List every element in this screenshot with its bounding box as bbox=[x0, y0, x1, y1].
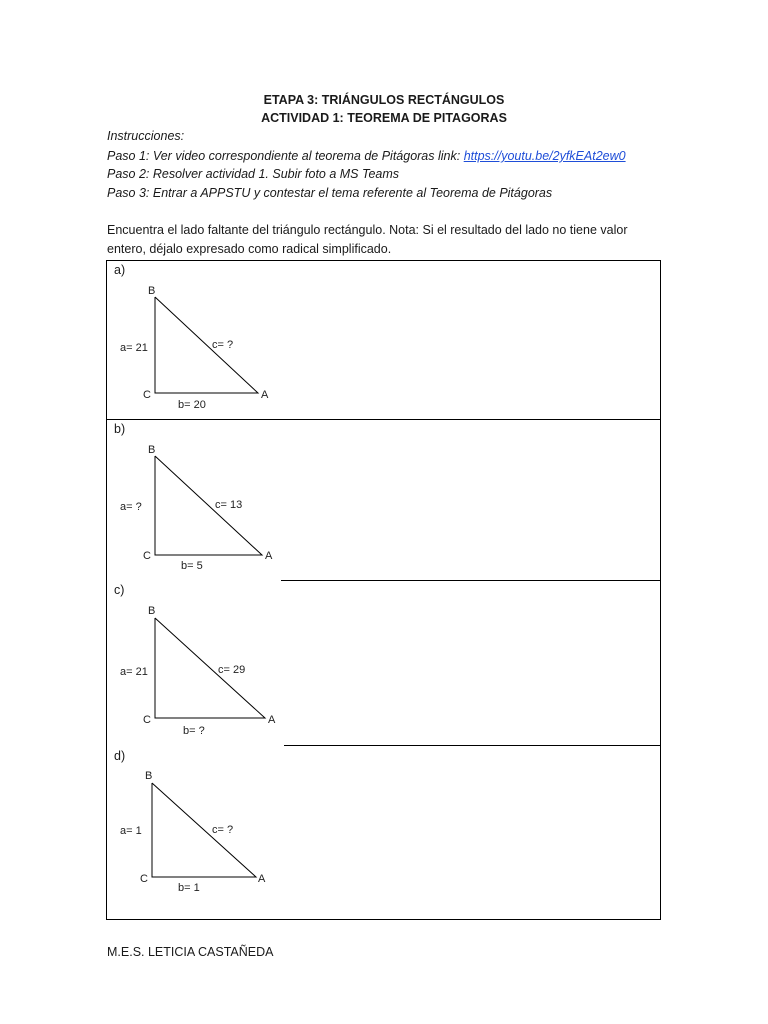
side-b-label: b= ? bbox=[183, 725, 205, 737]
vertex-c-label: C bbox=[140, 873, 148, 885]
side-c-label: c= 29 bbox=[218, 664, 246, 676]
side-a-label: a= ? bbox=[120, 501, 142, 513]
vertex-b-label: B bbox=[148, 285, 156, 297]
side-b-label: b= 5 bbox=[181, 560, 203, 572]
prompt-line-2: entero, déjalo expresado como radical simplificado. bbox=[107, 242, 392, 256]
vertex-c-label: C bbox=[143, 550, 151, 562]
vertex-a-label: A bbox=[258, 873, 266, 885]
vertex-b-label: B bbox=[148, 605, 156, 617]
side-a-label: a= 21 bbox=[120, 666, 148, 678]
vertex-a-label: A bbox=[265, 550, 273, 562]
triangle-outline bbox=[152, 783, 256, 877]
vertex-c-label: C bbox=[143, 714, 151, 726]
instruction-step-1-text: Paso 1: Ver video correspondiente al teorema de Pitágoras link: bbox=[107, 149, 464, 163]
side-b-label: b= 1 bbox=[178, 882, 200, 894]
side-a-label: a= 1 bbox=[120, 825, 142, 837]
problem-label-a: a) bbox=[114, 263, 126, 277]
instruction-step-2: Paso 2: Resolver actividad 1. Subir foto a MS Teams bbox=[107, 167, 400, 181]
instruction-step-3: Paso 3: Entrar a APPSTU y contestar el tema referente al Teorema de Pitágoras bbox=[107, 186, 553, 200]
vertex-b-label: B bbox=[145, 770, 153, 782]
vertex-b-label: B bbox=[148, 444, 156, 456]
problem-label-b: b) bbox=[114, 422, 126, 436]
side-c-label: c= 13 bbox=[215, 499, 243, 511]
author-footer: M.E.S. LETICIA CASTAÑEDA bbox=[107, 945, 274, 959]
title-activity: ACTIVIDAD 1: TEOREMA DE PITAGORAS bbox=[261, 111, 507, 125]
video-link[interactable]: https://youtu.be/2yfkEAt2ew0 bbox=[463, 149, 626, 163]
side-a-label: a= 21 bbox=[120, 342, 148, 354]
vertex-a-label: A bbox=[261, 389, 269, 401]
instructions-heading: Instrucciones: bbox=[107, 129, 185, 143]
problem-label-c: c) bbox=[114, 583, 125, 597]
side-c-label: c= ? bbox=[212, 824, 234, 836]
side-b-label: b= 20 bbox=[178, 399, 206, 411]
problem-label-d: d) bbox=[114, 749, 126, 763]
vertex-a-label: A bbox=[268, 714, 276, 726]
prompt-line-1: Encuentra el lado faltante del triángulo rectángulo. Nota: Si el resultado del lado no tiene valor bbox=[107, 223, 628, 237]
side-c-label: c= ? bbox=[212, 339, 234, 351]
vertex-c-label: C bbox=[143, 389, 151, 401]
title-stage: ETAPA 3: TRIÁNGULOS RECTÁNGULOS bbox=[263, 93, 505, 107]
